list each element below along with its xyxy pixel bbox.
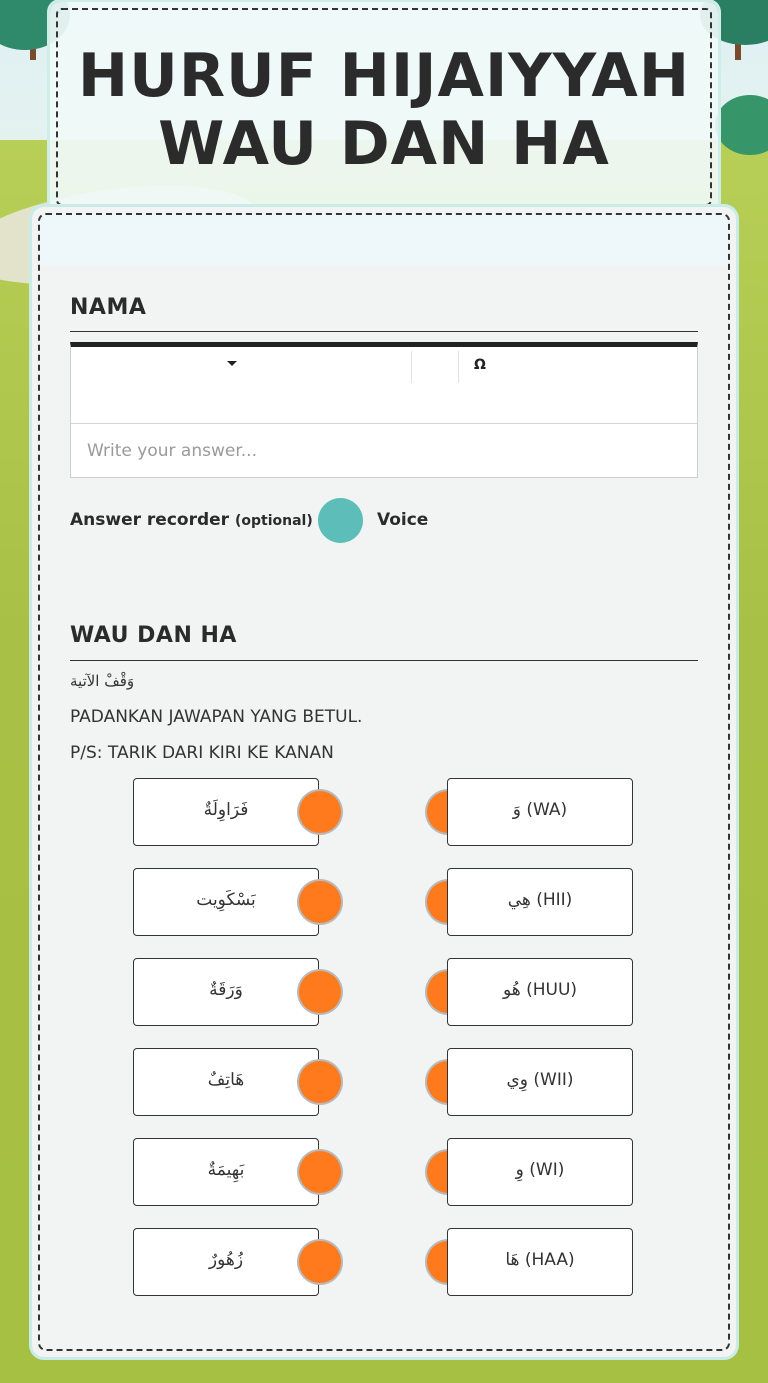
match-left-item[interactable] [133,958,319,1026]
nama-heading: NAMA [70,295,147,320]
match-right-text: وِ (WI) [515,1160,565,1180]
match-left-text: فَرَاوِلَةٌ [203,800,249,820]
answer-input[interactable] [71,423,697,477]
title-card [50,2,718,212]
toolbar-separator [411,351,412,383]
toolbar-separator [458,351,459,383]
match-right-text: هَا (HAA) [505,1250,575,1270]
arabic-instruction: وَقْفْ الآتية [70,672,135,690]
drag-note: P/S: TARIK DARI KIRI KE KANAN [70,743,334,763]
match-right-item[interactable] [447,1138,633,1206]
title-line-1: HURUF HIJAIYYAH [77,41,691,111]
match-left-connector[interactable] [299,1241,341,1283]
match-left-connector[interactable] [299,1061,341,1103]
recorder-optional-text: (optional) [234,513,313,529]
answer-editor [70,342,698,478]
wau-dan-ha-heading: WAU DAN HA [70,623,237,648]
match-left-text: بَهِيمَةٌ [207,1160,245,1180]
match-left-text: بَسْكَوِيت [196,890,256,910]
special-character-button[interactable]: Ω [474,357,486,373]
match-left-item[interactable] [133,1048,319,1116]
format-dropdown-caret-icon[interactable] [227,361,237,366]
match-left-item[interactable] [133,778,319,846]
match-right-item[interactable] [447,958,633,1026]
match-right-text: هُو (HUU) [502,980,578,1000]
recorder-label-text: Answer recorder [70,510,230,530]
match-left-text: وَرَقَةٌ [209,980,243,1000]
match-left-item[interactable] [133,868,319,936]
voice-record-button[interactable] [318,498,363,543]
match-left-connector[interactable] [299,881,341,923]
answer-recorder-label [70,510,326,530]
wau-dan-ha-divider [70,660,698,661]
match-right-item[interactable] [447,1228,633,1296]
match-left-item[interactable] [133,1138,319,1206]
match-left-text: زُهُورٌ [208,1250,244,1270]
match-left-item[interactable] [133,1228,319,1296]
voice-label: Voice [377,510,429,530]
match-left-text: هَاتِفٌ [207,1070,245,1090]
match-left-connector[interactable] [299,971,341,1013]
nama-divider [70,331,698,332]
match-right-item[interactable] [447,868,633,936]
match-right-text: هِي (HII) [507,890,573,910]
match-left-connector[interactable] [299,791,341,833]
match-instruction: PADANKAN JAWAPAN YANG BETUL. [70,707,363,727]
match-right-item[interactable] [447,1048,633,1116]
title-line-2: WAU DAN HA [158,109,610,179]
match-right-text: وَ (WA) [512,800,568,820]
worksheet-title [50,42,718,178]
match-left-connector[interactable] [299,1151,341,1193]
match-right-item[interactable] [447,778,633,846]
match-right-text: وِي (WII) [506,1070,574,1090]
